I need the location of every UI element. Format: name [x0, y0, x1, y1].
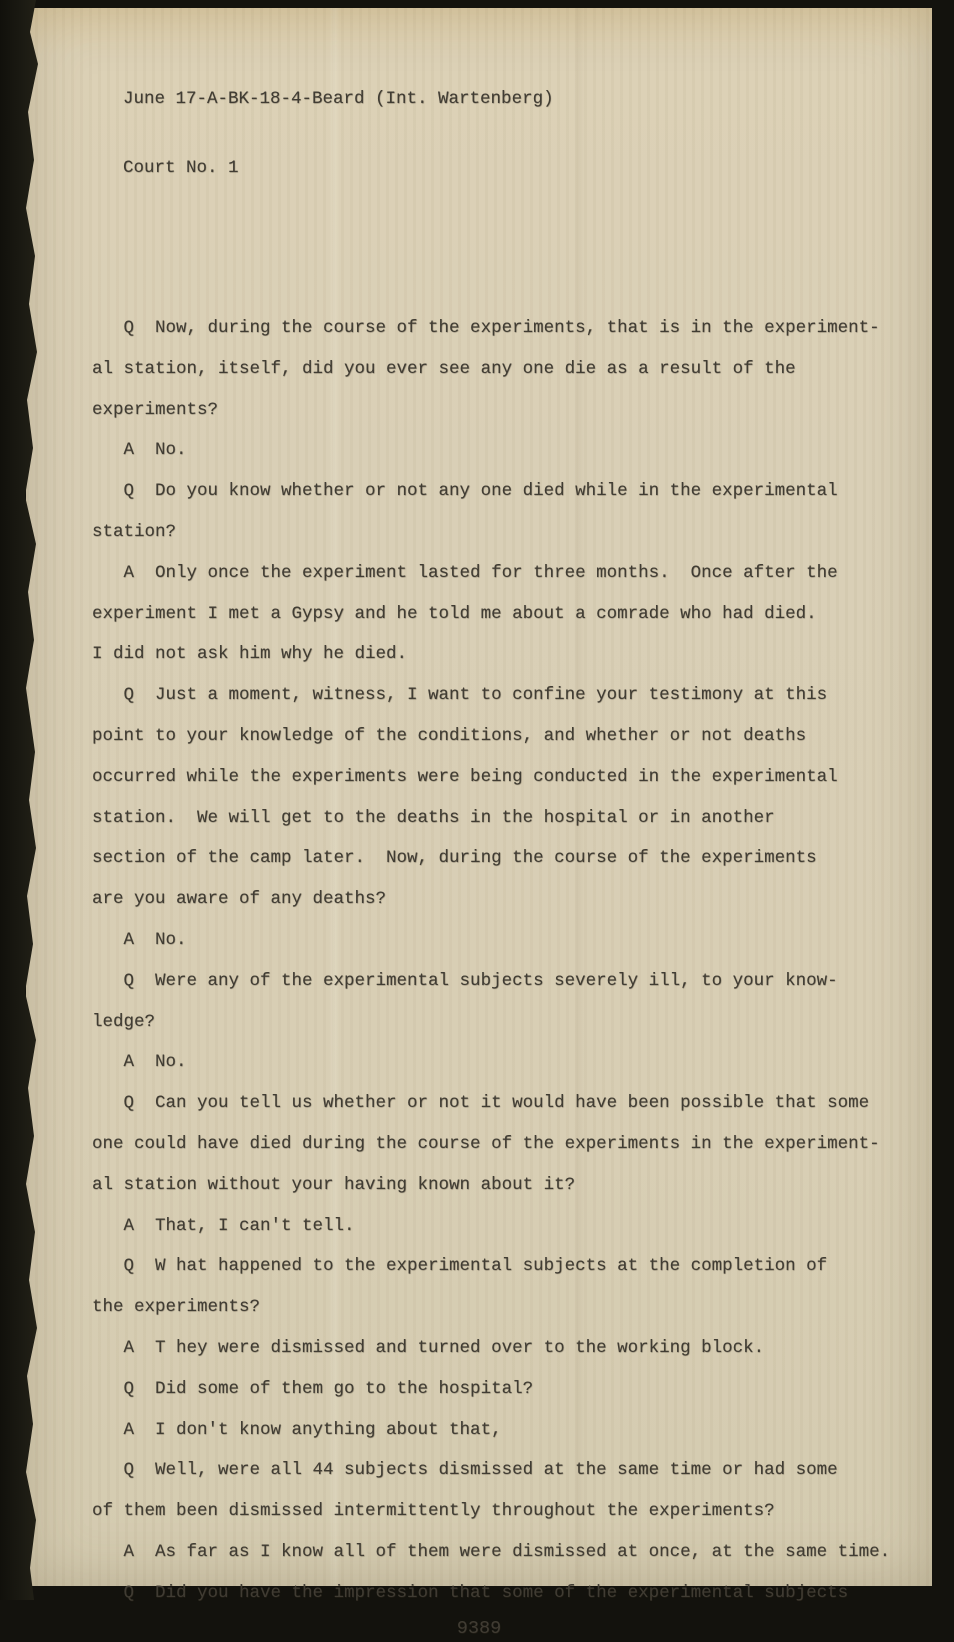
transcript-line: ledge?	[92, 1011, 156, 1032]
transcript-line: experiments?	[92, 399, 219, 420]
transcript-line: al station without your having known about it?	[92, 1174, 576, 1195]
transcript-line: station. We will get to the deaths in the hospital or in another	[92, 807, 775, 828]
typewritten-text-column	[26, 8, 932, 1642]
transcript-line: experiment I met a Gypsy and he told me about a comrade who had died.	[92, 603, 817, 624]
transcript-line: Q W hat happened to the experimental subjects at the completion of	[92, 1256, 828, 1277]
transcript-line: A No.	[92, 440, 187, 461]
transcript-line: one could have died during the course of the experiments in the experiment-	[92, 1133, 880, 1154]
transcript-line: occurred while the experiments were being conducted in the experimental	[92, 766, 838, 787]
transcript-line: station?	[92, 521, 177, 542]
transcript-body	[92, 308, 932, 1614]
transcript-line: al station, itself, did you ever see any one die as a result of the	[92, 358, 796, 379]
header-court-line: Court No. 1	[123, 158, 239, 178]
transcript-line: point to your knowledge of the conditions, and whether or not deaths	[92, 725, 807, 746]
transcript-line: section of the camp later. Now, during the course of the experiments	[92, 848, 817, 869]
transcript-line: Q Were any of the experimental subjects severely ill, to your know-	[92, 970, 838, 991]
transcript-line: the experiments?	[92, 1297, 261, 1318]
transcript-line: A That, I can't tell.	[92, 1215, 355, 1236]
transcript-line: Q Just a moment, witness, I want to confine your testimony at this	[92, 685, 828, 706]
transcript-line: Q Now, during the course of the experiments, that is in the experiment-	[92, 318, 880, 338]
transcript-line: Q Well, were all 44 subjects dismissed at the same time or had some	[92, 1460, 838, 1481]
transcript-line: are you aware of any deaths?	[92, 889, 387, 910]
transcript-line: A I don't know anything about that,	[92, 1419, 502, 1440]
transcript-line: of them been dismissed intermittently throughout the experiments?	[92, 1501, 775, 1522]
page-header	[92, 42, 932, 226]
transcript-line: A No.	[92, 1052, 187, 1073]
scanned-page	[26, 8, 932, 1639]
transcript-line: Q Can you tell us whether or not it would have been possible that some	[92, 1093, 870, 1114]
header-case-line: June 17-A-BK-18-4-Beard (Int. Wartenberg)	[123, 89, 554, 109]
page-number: 9389	[456, 1617, 502, 1639]
transcript-line: A No.	[92, 929, 187, 950]
transcript-line: Q Did you have the impression that some of the experimental subjects	[92, 1582, 849, 1603]
transcript-line: Q Did some of them go to the hospital?	[92, 1378, 534, 1399]
transcript-line: A T hey were dismissed and turned over to the working block.	[92, 1337, 765, 1358]
transcript-line: A As far as I know all of them were dismissed at once, at the same time.	[92, 1541, 891, 1562]
transcript-line: Q Do you know whether or not any one died while in the experimental	[92, 481, 838, 502]
transcript-line: A Only once the experiment lasted for three months. Once after the	[92, 562, 838, 583]
transcript-line: I did not ask him why he died.	[92, 644, 408, 665]
